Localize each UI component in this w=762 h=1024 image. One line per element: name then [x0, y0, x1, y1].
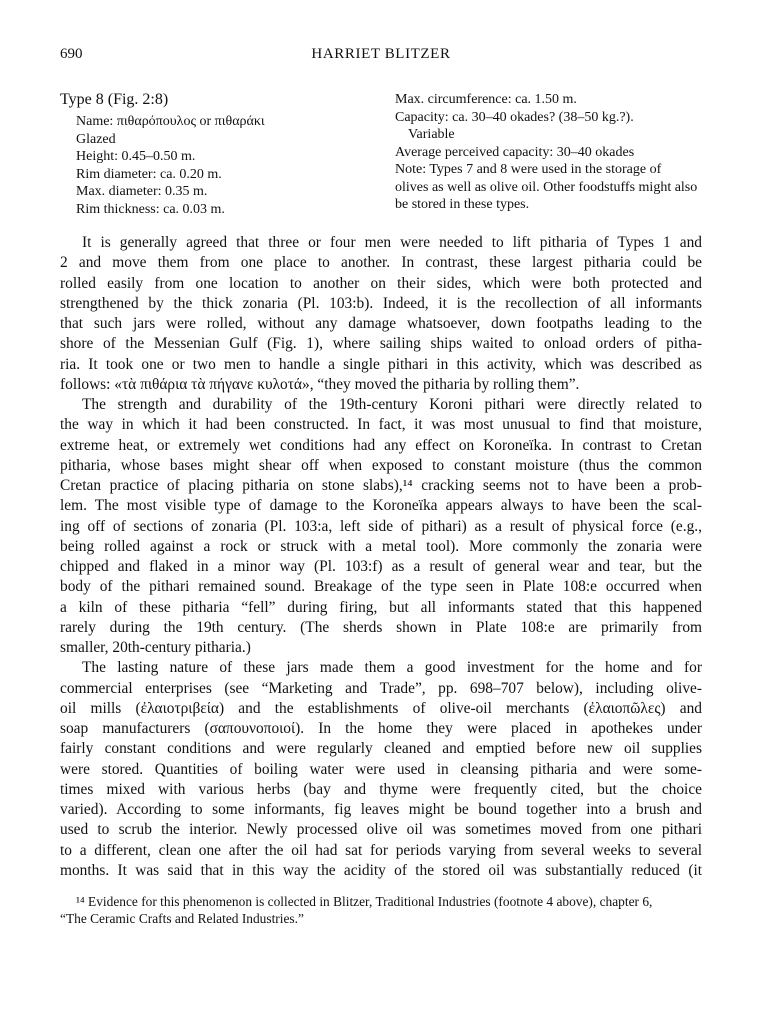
spec-name: Name: πιθαρόπουλος or πιθαράκι — [76, 114, 265, 129]
note-line: olives as well as olive oil. Other foodstuffs might also — [395, 179, 698, 195]
body-line: the way in which it had been constructed. In fact, it was most unusual to find that moisture, — [60, 416, 702, 434]
spec-height: Height: 0.45–0.50 m. — [76, 149, 196, 164]
body-text — [60, 233, 702, 881]
body-line: soap manufacturers (σαπουνοποιοί). In the home they were placed in apothekes under — [60, 720, 702, 737]
body-line: strengthened by the thick zonaria (Pl. 103:b). Indeed, it is the recollection of all informants — [60, 294, 702, 312]
body-line: shore of the Messenian Gulf (Fig. 1), where sailing ships waited to onload orders of pitha- — [60, 335, 702, 353]
body-line: were stored. Quantities of boiling water were used in cleansing pitharia and were some- — [60, 760, 702, 778]
body-line: that such jars were rolled, without any damage whatsoever, down footpaths leading to the — [60, 315, 702, 332]
specs-right-column — [395, 91, 708, 214]
body-line: commercial enterprises (see “Marketing and Trade”, pp. 698–707 below), including olive- — [60, 679, 702, 697]
spec-capacity: Capacity: ca. 30–40 okades? (38–50 kg.?). — [395, 109, 634, 125]
body-line: 2 and move them from one place to another. In contrast, these largest pitharia could be — [60, 254, 702, 272]
body-line: The strength and durability of the 19th-century Koroni pithari were directly related to — [82, 396, 702, 413]
body-line: being rolled against a rock or struck with a metal tool). More commonly the zonaria were — [60, 537, 702, 555]
body-line: ria. It took one or two men to handle a single pithari in this activity, which was described as — [60, 355, 702, 373]
note-line: Note: Types 7 and 8 were used in the storage of — [395, 162, 662, 177]
body-line: used to scrub the interior. Newly processed olive oil was sometimes moved from one pithari — [60, 821, 702, 839]
spec-glaze: Glazed — [76, 131, 116, 147]
spec-note — [395, 161, 708, 214]
running-head: HARRIET BLITZER — [311, 46, 451, 62]
body-line: body of the pithari remained sound. Breakage of the type seen in Plate 108:e occurred when — [60, 578, 702, 596]
body-line: follows: «τὰ πιθάρια τὰ πήγανε κυλοτά», “they moved the pitharia by rolling them”. — [60, 375, 580, 393]
type-title: Type 8 (Fig. 2:8) — [60, 91, 169, 108]
body-line: lem. The most visible type of damage to the Koroneïka appears always to have been the scal- — [60, 497, 702, 515]
body-line: Cretan practice of placing pitharia on stone slabs),¹⁴ cracking seems not to have been a prob- — [60, 477, 702, 494]
body-line: to a different, clean one after the oil had sat for periods varying from several weeks to several — [60, 841, 702, 859]
footnote-line: ¹⁴ Evidence for this phenomenon is collected in Blitzer, Traditional Industries (footnote 4 above), chapter 6, — [76, 894, 653, 909]
body-line: chipped and flaked in a minor way (Pl. 103:f) as a result of general wear and tear, but the — [60, 558, 702, 575]
body-line: pitharia, whose bases might shear off when exposed to constant moisture (thus the common — [60, 456, 702, 474]
body-line: It is generally agreed that three or four men were needed to lift pitharia of Types 1 and — [82, 234, 702, 251]
page-header — [60, 46, 702, 68]
spec-max-circumference: Max. circumference: ca. 1.50 m. — [395, 92, 577, 107]
page-number: 690 — [60, 46, 83, 62]
body-line: ing off of sections of zonaria (Pl. 103:a, left side of pithari) as a result of physical force (e.g., — [60, 517, 702, 535]
body-line: extreme heat, or extremely wet conditions had any effect on Koroneïka. In contrast to Cretan — [60, 436, 702, 454]
spec-max-diameter: Max. diameter: 0.35 m. — [76, 184, 208, 199]
specs-left-column — [60, 91, 390, 218]
spec-perceived-capacity: Average perceived capacity: 30–40 okades — [395, 144, 635, 160]
body-line: times mixed with various herbs (bay and thyme were frequently cited, but the choice — [60, 780, 702, 798]
footnote-14 — [60, 893, 702, 927]
body-line: The lasting nature of these jars made them a good investment for the home and for — [82, 659, 702, 677]
body-line: rarely during the 19th century. (The sherds shown in Plate 108:e are primarily from — [60, 618, 702, 636]
body-line: rolled easily from one location to another on their sides, which were both protected and — [60, 274, 702, 292]
body-line: varied). According to some informants, fig leaves might be bound together into a brush and — [60, 801, 702, 818]
body-line: fairly constant conditions and were regularly cleaned and emptied before new oil supplies — [60, 740, 702, 758]
body-line: a kiln of these pitharia “fell” during firing, but all informants stated that this happened — [60, 598, 702, 616]
spec-capacity-variable: Variable — [408, 127, 455, 142]
spec-rim-diameter: Rim diameter: ca. 0.20 m. — [76, 166, 222, 182]
footnote-line: “The Ceramic Crafts and Related Industries.” — [60, 911, 304, 926]
body-line: oil mills (ἐλαιοτριβεία) and the establishments of olive-oil merchants (ἐλαιοπῶλες) and — [60, 699, 702, 717]
body-line: smaller, 20th-century pitharia.) — [60, 639, 251, 656]
body-line: months. It was said that in this way the acidity of the stored oil was substantially reduced (it — [60, 861, 702, 879]
spec-rim-thickness: Rim thickness: ca. 0.03 m. — [76, 201, 225, 217]
note-line: be stored in these types. — [395, 197, 530, 212]
